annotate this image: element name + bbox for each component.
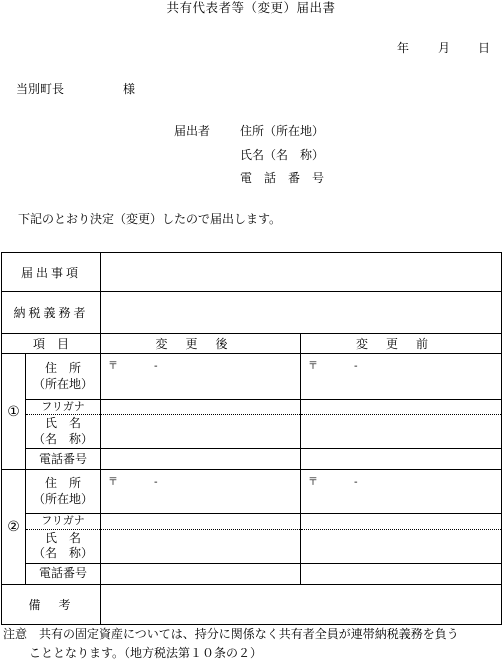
applicant-label: 届出者: [174, 124, 211, 138]
group-2-phone-row: [2, 563, 502, 584]
group-1-name-after[interactable]: [101, 415, 301, 449]
remarks-row: [2, 584, 502, 624]
group-1-furigana-after[interactable]: [101, 400, 301, 415]
group-1-phone-label: 電話番号: [26, 449, 101, 470]
group-1-address-after[interactable]: [101, 354, 301, 400]
group-1-name-before[interactable]: [301, 415, 502, 449]
address-label-line1: 住 所: [45, 476, 82, 491]
postal-dash: -: [354, 361, 358, 372]
taxpayer-row: [2, 292, 502, 334]
group-1-furigana-before[interactable]: [301, 400, 502, 415]
name-label-line1: 氏 名: [45, 416, 82, 431]
addressee: 当別町長: [16, 82, 65, 96]
note-line-1: 注意 共有の固定資産については、持分に関係なく共有者全員が連帯納税義務を負う: [3, 627, 459, 641]
postal-dash: -: [154, 477, 158, 489]
group-2-furigana-row: [2, 514, 502, 529]
group-1-name-row: [2, 415, 502, 449]
after-header: 変更後: [101, 334, 301, 354]
remarks-label: 備 考: [2, 584, 101, 624]
postal-mark-icon: 〒: [108, 477, 119, 489]
postal-mark-icon: 〒: [308, 477, 319, 489]
group-2-mark: ②: [2, 470, 26, 584]
item-header: 項 目: [2, 334, 101, 354]
group-2-phone-after[interactable]: [101, 563, 301, 584]
note-line-2: こととなります。（地方税法第１０条の２）: [29, 646, 263, 660]
date-month: 月: [438, 41, 451, 55]
name-label-line2: （名 称）: [33, 431, 94, 446]
form-title: 共有代表者等（変更）届出書: [166, 0, 336, 15]
notification-item-field[interactable]: [101, 253, 502, 292]
group-2-address-row: [2, 470, 502, 514]
remarks-field[interactable]: [101, 584, 502, 624]
group-1-furigana-row: [2, 400, 502, 415]
group-2-name-label: [26, 529, 101, 563]
group-1-phone-after[interactable]: [101, 449, 301, 470]
name-label-line1: 氏 名: [45, 530, 82, 545]
group-1-furigana-label: フリガナ: [26, 400, 101, 415]
group-1-mark: ①: [2, 354, 26, 470]
group-1-address-row: [2, 354, 502, 400]
postal-mark-icon: 〒: [308, 361, 319, 372]
honorific: 様: [123, 82, 136, 96]
notification-item-row: [2, 253, 502, 292]
postal-mark-icon: 〒: [108, 361, 119, 372]
group-2-phone-before[interactable]: [301, 563, 502, 584]
group-2-phone-label: 電話番号: [26, 563, 101, 584]
applicant-name-label: 氏名（名 称）: [240, 148, 325, 162]
group-2-name-after[interactable]: [101, 529, 301, 563]
group-2-furigana-label: フリガナ: [26, 514, 101, 529]
applicant-phone-label: 電 話 番 号: [240, 171, 325, 185]
notification-table: [1, 252, 502, 625]
notification-item-label: 届出事項: [2, 253, 101, 292]
group-2-furigana-after[interactable]: [101, 514, 301, 529]
intro-text: 下記のとおり決定（変更）したので届出します。: [18, 212, 282, 226]
postal-dash: -: [154, 361, 158, 372]
group-2-name-row: [2, 529, 502, 563]
postal-dash: -: [354, 477, 358, 489]
group-2-furigana-before[interactable]: [301, 514, 502, 529]
date-year: 年: [397, 41, 410, 55]
group-2-address-before[interactable]: [301, 470, 502, 514]
before-header: 変更前: [301, 334, 502, 354]
address-label-line2: （所在地）: [33, 376, 94, 391]
taxpayer-field[interactable]: [101, 292, 502, 334]
group-2-name-before[interactable]: [301, 529, 502, 563]
group-1-phone-row: [2, 449, 502, 470]
address-label-line2: （所在地）: [33, 491, 94, 506]
applicant-address-label: 住所（所在地）: [240, 124, 325, 138]
name-label-line2: （名 称）: [33, 546, 94, 561]
column-header-row: [2, 334, 502, 354]
group-2-address-after[interactable]: [101, 470, 301, 514]
address-label-line1: 住 所: [45, 360, 82, 375]
group-1-address-label: [26, 354, 101, 400]
group-1-address-before[interactable]: [301, 354, 502, 400]
date-day: 日: [478, 41, 491, 55]
group-1-name-label: [26, 415, 101, 449]
group-1-phone-before[interactable]: [301, 449, 502, 470]
group-2-address-label: [26, 470, 101, 514]
taxpayer-label: 納税義務者: [2, 292, 101, 334]
